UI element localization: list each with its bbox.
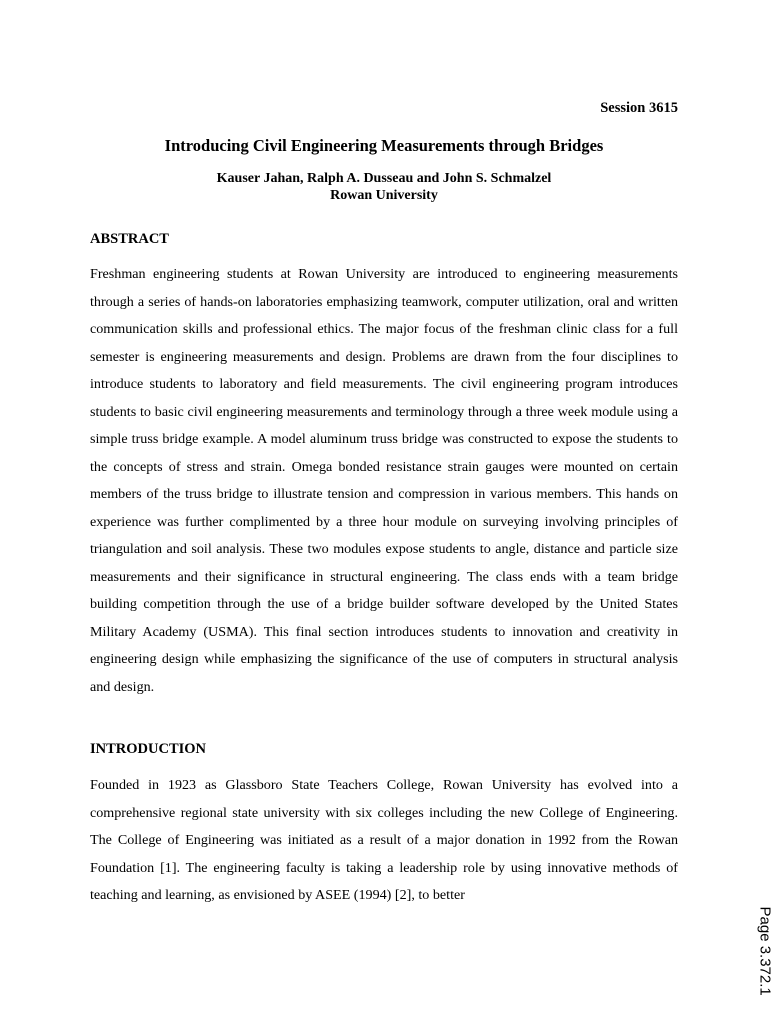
paper-title: Introducing Civil Engineering Measurements through Bridges: [164, 136, 604, 155]
abstract-text: Freshman engineering students at Rowan University are introduced to engineering measurements through a series of hands-on laboratories emphasizing teamwork, computer utilization, oral and written communication skills and professional ethics. The major focus of the freshman clinic class for a full semester is engineering measurements and design. Problems are drawn from the four disciplines to introduce students to laboratory and field measurements. The civil engineering program introduces students to basic civil engineering measurements and terminology through a three week module using a simple truss bridge example. A model aluminum truss bridge was constructed to expose the students to the concepts of stress and strain. Omega bonded resistance strain gauges were mounted on certain members of the truss bridge to illustrate tension and compression in various members. This hands on experience was further complimented by a three hour module on surveying involving principles of triangulation and soil analysis. These two modules expose students to angle, distance and particle size measurements and their significance in structural engineering. The class ends with a team bridge building competition through the use of a bridge builder software developed by the United States Military Academy (USMA). This final section introduces students to innovation and creativity in engineering design while emphasizing the significance of the use of computers in structural analysis and design.: [90, 266, 678, 695]
author-affiliation: Rowan University: [330, 188, 438, 203]
session-number: Session 3615: [600, 100, 678, 116]
introduction-text: Founded in 1923 as Glassboro State Teachers College, Rowan University has evolved into a comprehensive regional state university with six colleges including the new College of Engineering. The College of Engineering was initiated as a result of a major donation in 1992 from the Rowan Foundation [1]. The engineering faculty is taking a leadership role by using innovative methods of teaching and learning, as envisioned by ASEE (1994) [2], to better: [90, 777, 678, 903]
introduction-heading: INTRODUCTION: [90, 741, 207, 757]
author-names: Kauser Jahan, Ralph A. Dusseau and John S. Schmalzel: [216, 171, 552, 186]
abstract-heading: ABSTRACT: [90, 231, 169, 247]
author-block: [0, 170, 768, 204]
page-number: Page 3.372.1: [756, 906, 774, 996]
